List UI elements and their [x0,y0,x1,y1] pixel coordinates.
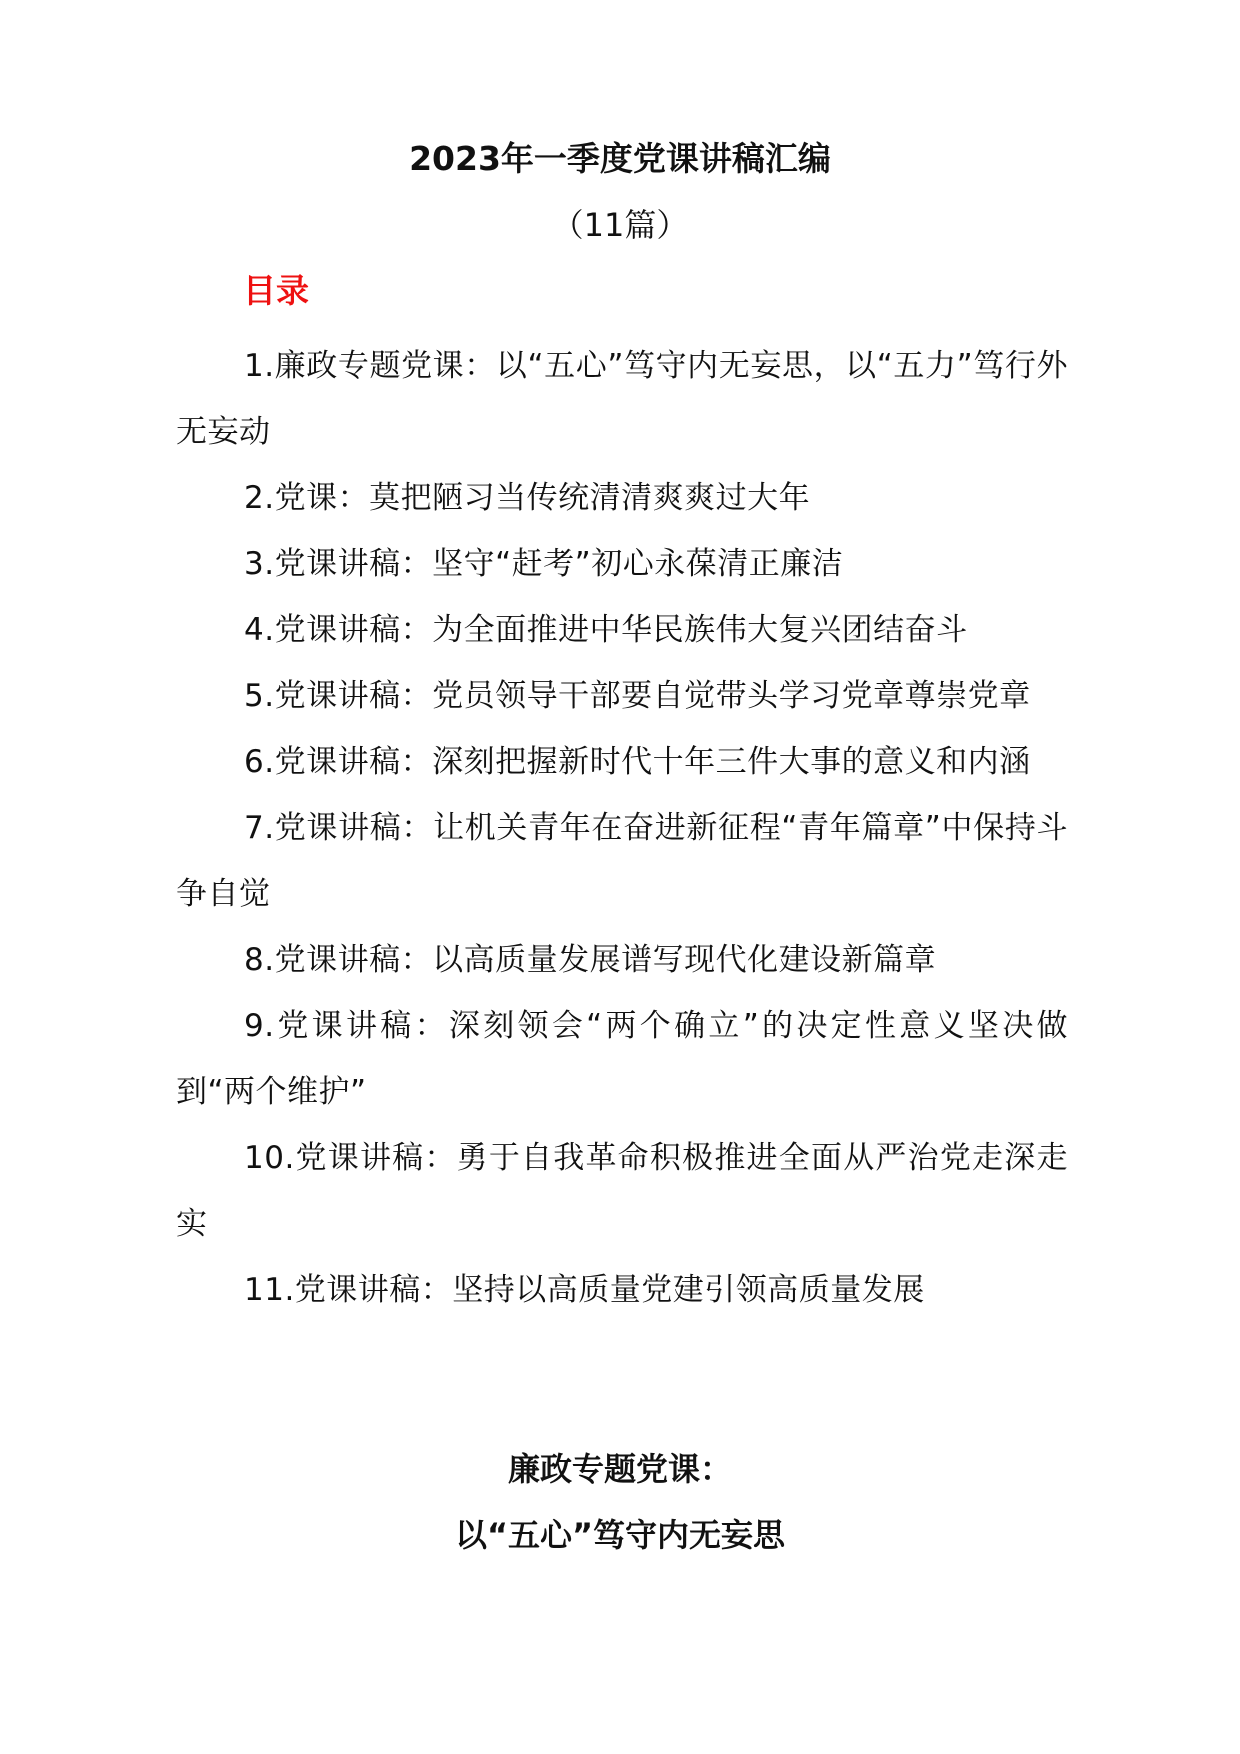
document-subtitle: （11篇） [551,206,689,244]
toc-item[interactable]: 4.党课讲稿：为全面推进中华民族伟大复兴团结奋斗 [244,612,968,648]
toc-item[interactable]: 2.党课：莫把陋习当传统清清爽爽过大年 [244,480,811,516]
section-subheading: 以“五心”笃守内无妄思 [454,1516,786,1554]
toc-item[interactable]: 5.党课讲稿：党员领导干部要自觉带头学习党章尊崇党章 [244,678,1031,714]
toc-item[interactable]: 1.廉政专题党课：以“五心”笃守内无妄思，以“五力”笃行外无妄动 [176,348,1068,450]
toc-item[interactable]: 8.党课讲稿：以高质量发展谱写现代化建设新篇章 [244,942,937,978]
toc-heading: 目录 [243,271,309,310]
toc-item[interactable]: 3.党课讲稿：坚守“赶考”初心永葆清正廉洁 [244,546,844,582]
toc-item[interactable]: 6.党课讲稿：深刻把握新时代十年三件大事的意义和内涵 [244,744,1031,780]
document-title: 2023年一季度党课讲稿汇编 [409,139,831,178]
toc-item[interactable]: 10.党课讲稿：勇于自我革命积极推进全面从严治党走深走实 [176,1140,1068,1242]
toc-item[interactable]: 9.党课讲稿：深刻领会“两个确立”的决定性意义坚决做到“两个维护” [176,1008,1068,1110]
section-heading: 廉政专题党课： [507,1450,732,1488]
toc-item[interactable]: 7.党课讲稿：让机关青年在奋进新征程“青年篇章”中保持斗争自觉 [176,810,1068,912]
table-of-contents [176,333,1068,1323]
toc-item[interactable]: 11.党课讲稿：坚持以高质量党建引领高质量发展 [244,1272,925,1308]
